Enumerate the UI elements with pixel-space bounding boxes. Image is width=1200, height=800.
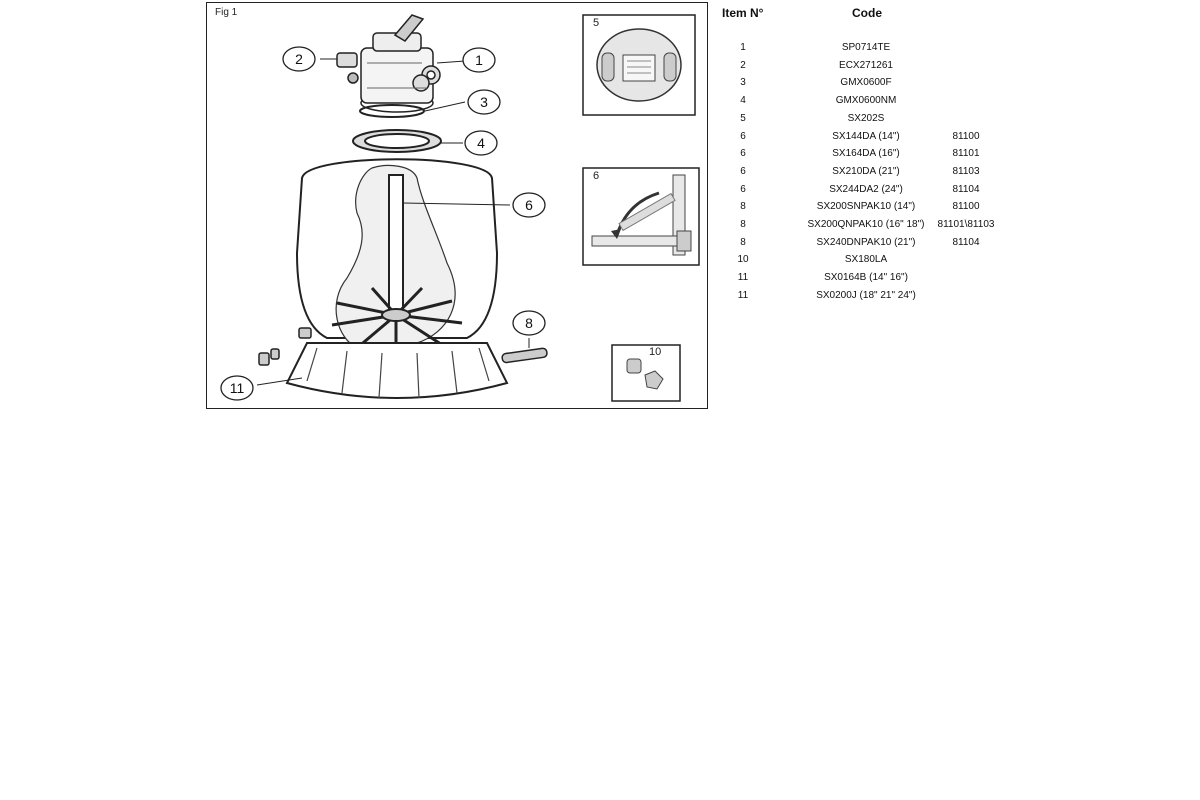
table-row xyxy=(718,184,1008,201)
cell-ref: 81104 xyxy=(952,183,980,195)
table-row xyxy=(718,77,1008,94)
callout-number: 2 xyxy=(295,51,303,67)
inset-6-label: 6 xyxy=(593,170,600,182)
exploded-diagram xyxy=(206,2,708,409)
table-row xyxy=(718,219,1008,236)
table-row xyxy=(718,131,1008,148)
table-row xyxy=(718,113,1008,130)
tank-base xyxy=(287,343,507,398)
cell-ref: 81100 xyxy=(952,130,980,142)
cell-item: 11 xyxy=(737,272,749,284)
callout-3 xyxy=(468,90,500,114)
callout-4 xyxy=(465,131,497,155)
cell-item: 4 xyxy=(740,95,746,107)
cell-item: 11 xyxy=(737,289,749,301)
table-row xyxy=(718,237,1008,254)
table-row xyxy=(718,290,1008,307)
table-row xyxy=(718,166,1008,183)
cell-item: 8 xyxy=(740,201,746,213)
callout-number: 4 xyxy=(477,135,485,151)
filter-diagram-svg xyxy=(207,3,707,408)
cell-ref: 81101 xyxy=(952,148,980,160)
inset-5-label: 5 xyxy=(593,17,600,29)
cell-item: 6 xyxy=(740,130,746,142)
cell-code: GMX0600F xyxy=(840,77,892,89)
header-item-number: Item N° xyxy=(722,6,764,20)
inset-5 xyxy=(583,15,695,115)
cell-code: SX240DNPAK10 (21") xyxy=(816,236,916,248)
filter-tank xyxy=(297,159,497,355)
cell-item: 6 xyxy=(740,148,746,160)
table-row xyxy=(718,148,1008,165)
cell-code: GMX0600NM xyxy=(835,95,897,107)
cell-item: 6 xyxy=(740,183,746,195)
cell-item: 10 xyxy=(737,254,749,266)
cell-code: SX164DA (16") xyxy=(832,148,900,160)
lateral-piece xyxy=(502,348,548,363)
callout-1 xyxy=(463,48,495,72)
cell-item: 1 xyxy=(740,42,746,53)
cell-item: 5 xyxy=(740,112,746,124)
cell-code: SX244DA2 (24") xyxy=(829,183,903,195)
cell-code: SX202S xyxy=(847,112,885,124)
callout-number: 8 xyxy=(525,315,533,331)
callout-2 xyxy=(283,47,315,71)
cell-code: ECX271261 xyxy=(839,59,893,71)
cell-code: SX180LA xyxy=(844,254,888,266)
cell-ref: 81103 xyxy=(952,165,980,177)
inset-10-label: 10 xyxy=(649,346,662,358)
cell-code: SX210DA (21") xyxy=(832,165,900,177)
table-row xyxy=(718,201,1008,218)
callout-7 xyxy=(221,376,253,400)
inset-10 xyxy=(612,345,680,401)
cell-item: 2 xyxy=(740,59,746,71)
cell-item: 6 xyxy=(740,165,746,177)
cell-code: SX200QNPAK10 (16" 18") xyxy=(807,219,925,230)
table-row xyxy=(718,254,1008,271)
cell-item: 3 xyxy=(740,77,746,89)
cell-code: SX144DA (14") xyxy=(832,130,900,142)
cell-code: SX200SNPAK10 (14") xyxy=(816,201,916,213)
callout-number: 3 xyxy=(480,94,488,110)
figure-label: Fig 1 xyxy=(215,7,238,18)
table-row xyxy=(718,95,1008,112)
table-row xyxy=(718,42,1008,59)
cell-ref: 81101\81103 xyxy=(937,219,995,230)
callout-6 xyxy=(513,311,545,335)
callout-5 xyxy=(513,193,545,217)
callout-number: 6 xyxy=(525,197,533,213)
cell-code: SP0714TE xyxy=(841,42,891,53)
table-row xyxy=(718,60,1008,77)
cell-item: 8 xyxy=(740,219,746,230)
callout-number: 1 xyxy=(475,52,483,68)
cell-item: 8 xyxy=(740,236,746,248)
callout-number: 11 xyxy=(229,380,245,396)
cell-code: SX0200J (18" 21" 24") xyxy=(816,289,916,301)
pressure-gauge xyxy=(337,53,358,83)
header-code: Code xyxy=(852,6,882,20)
cell-ref: 81100 xyxy=(952,201,980,213)
cell-code: SX0164B (14" 16") xyxy=(824,272,908,284)
inset-6 xyxy=(583,168,699,265)
table-row xyxy=(718,272,1008,289)
locking-ring xyxy=(353,130,441,152)
multiport-valve xyxy=(361,15,440,112)
cell-ref: 81104 xyxy=(952,236,980,248)
